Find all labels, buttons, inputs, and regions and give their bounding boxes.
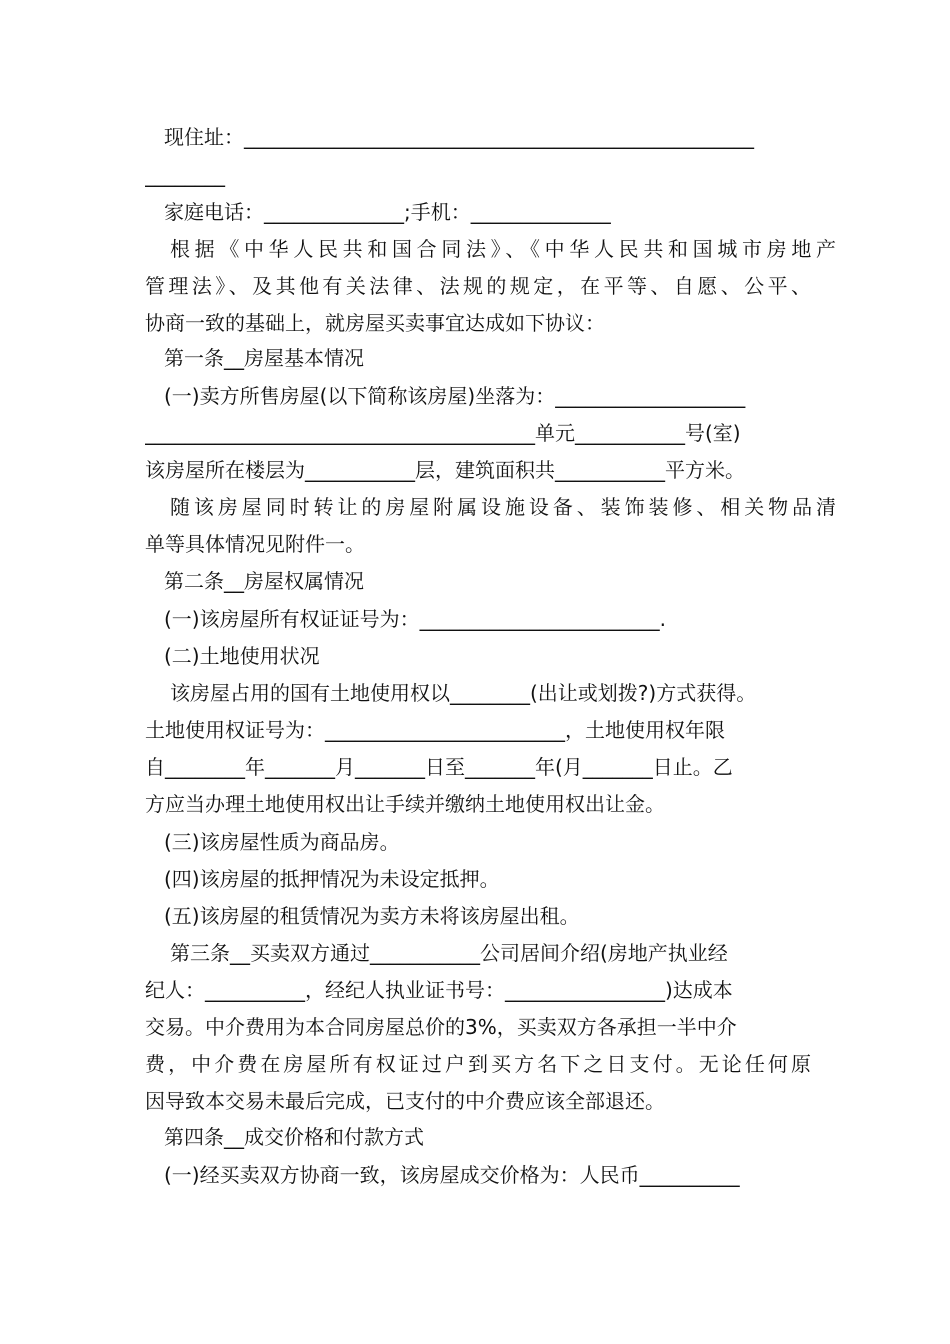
document-line: (一)卖方所售房屋(以下简称该房屋)坐落为：___________________ bbox=[164, 384, 746, 408]
document-line: (二)土地使用状况 bbox=[164, 644, 320, 668]
document-line: 现住址：___________________________________________________ bbox=[164, 125, 754, 149]
document-line: 第三条__买卖双方通过___________公司居间介绍(房地产执业经 bbox=[170, 941, 728, 965]
document-line: 协商一致的基础上，就房屋买卖事宜达成如下协议： bbox=[145, 311, 605, 335]
document-line: ________ bbox=[145, 163, 225, 187]
document-line: 费，中介费在房屋所有权证过户到买方名下之日支付。无论任何原 bbox=[145, 1052, 811, 1076]
document-line: 根据《中华人民共和国合同法》、《中华人民共和国城市房地产 bbox=[170, 237, 836, 261]
document-line: 方应当办理土地使用权出让手续并缴纳土地使用权出让金。 bbox=[145, 792, 665, 816]
document-line: (四)该房屋的抵押情况为未设定抵押。 bbox=[164, 867, 500, 891]
document-line: 土地使用权证号为：________________________，土地使用权年限 bbox=[145, 718, 725, 742]
document-line: 家庭电话：______________;手机：______________ bbox=[164, 200, 611, 224]
document-line: 该房屋占用的国有土地使用权以________(出让或划拨?)方式获得。 bbox=[170, 681, 757, 705]
document-line: 因导致本交易未最后完成，已支付的中介费应该全部退还。 bbox=[145, 1089, 665, 1113]
document-line: (五)该房屋的租赁情况为卖方未将该房屋出租。 bbox=[164, 904, 580, 928]
document-line: 单等具体情况见附件一。 bbox=[145, 532, 365, 556]
document-line: 纪人：__________，经纪人执业证书号：________________)达成本 bbox=[145, 978, 733, 1002]
document-line: 该房屋所在楼层为___________层，建筑面积共___________平方米。 bbox=[145, 458, 745, 482]
document-line: (三)该房屋性质为商品房。 bbox=[164, 830, 400, 854]
document-line: (一)该房屋所有权证证号为：________________________. bbox=[164, 607, 666, 631]
document-line: 管理法》、及其他有关法律、法规的规定，在平等、自愿、公平、 bbox=[145, 274, 811, 298]
document-line: 随该房屋同时转让的房屋附属设施设备、装饰装修、相关物品清 bbox=[170, 495, 836, 519]
document-line: 交易。中介费用为本合同房屋总价的3%，买卖双方各承担一半中介 bbox=[145, 1015, 737, 1039]
document-line: 第二条__房屋权属情况 bbox=[164, 569, 364, 593]
document-line: 自________年_______月_______日至_______年(月_______日止。乙 bbox=[145, 755, 733, 779]
document-line: 第四条__成交价格和付款方式 bbox=[164, 1125, 424, 1149]
document-line: (一)经买卖双方协商一致，该房屋成交价格为：人民币__________ bbox=[164, 1163, 740, 1187]
document-line: 第一条__房屋基本情况 bbox=[164, 346, 364, 370]
document-line: _______________________________________单元___________号(室) bbox=[145, 421, 741, 445]
